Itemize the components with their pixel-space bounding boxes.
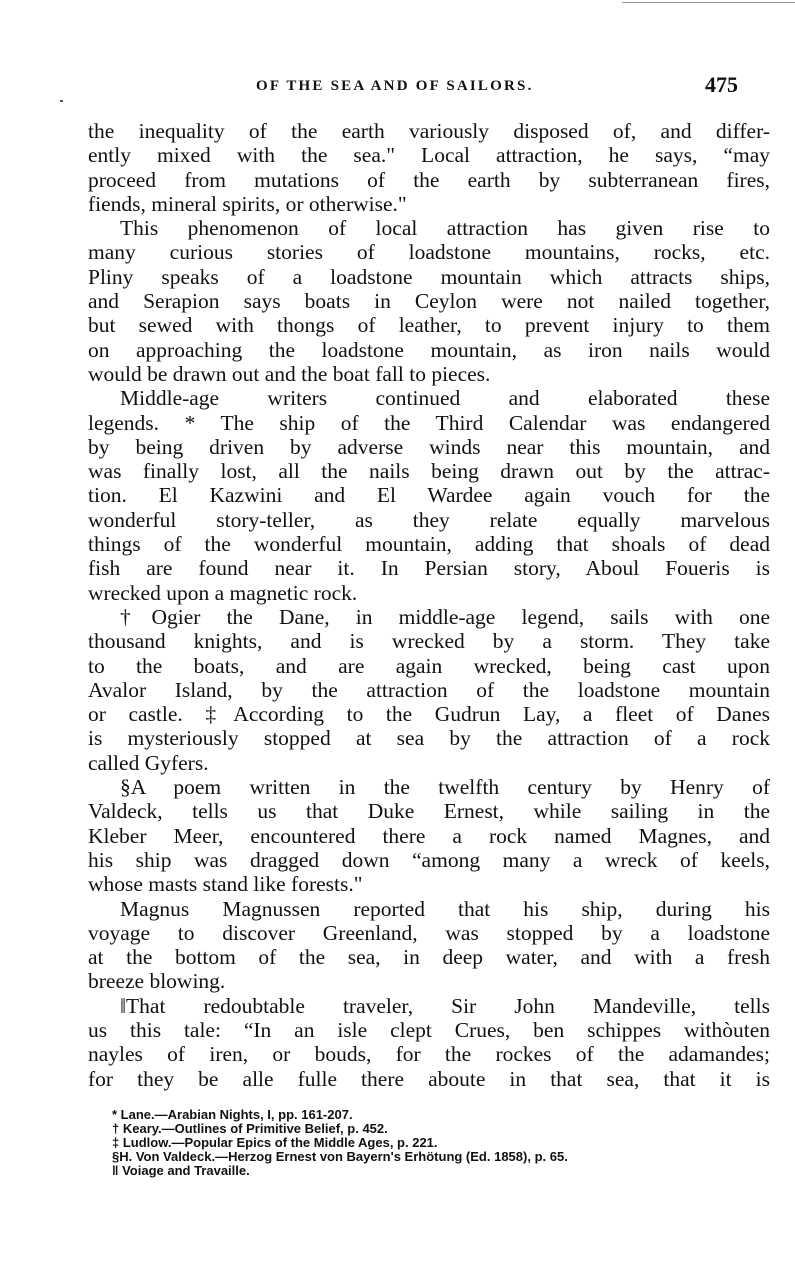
- text-line: would be drawn out and the boat fall to pieces.: [88, 361, 491, 386]
- text-line: breeze blowing.: [88, 969, 226, 994]
- footnote: ‡ Ludlow.—Popular Epics of the Middle Ages, p. 221.: [112, 1135, 438, 1150]
- text-line: This phenomenon of local attraction has given rise to: [120, 216, 770, 241]
- footnotes: [112, 1108, 568, 1178]
- text-line: ently mixed with the sea." Local attraction, he says, “may: [88, 143, 770, 168]
- text-line: to the boats, and are again wrecked, being cast upon: [88, 653, 770, 678]
- text-line: and Serapion says boats in Ceylon were not nailed together,: [88, 289, 770, 314]
- text-line: Pliny speaks of a loadstone mountain which attracts ships,: [88, 264, 770, 289]
- body-text: [88, 119, 770, 1091]
- text-line: on approaching the loadstone mountain, as iron nails would: [88, 337, 770, 362]
- running-title: OF THE SEA AND OF SAILORS.: [256, 78, 534, 94]
- footnote: §H. Von Valdeck.—Herzog Ernest von Bayern's Erhötung (Ed. 1858), p. 65.: [112, 1149, 568, 1164]
- paragraph: [88, 897, 770, 994]
- text-line: thousand knights, and is wrecked by a storm. They take: [88, 629, 770, 654]
- text-line: fiends, mineral spirits, or otherwise.": [88, 191, 407, 216]
- text-line: tion. El Kazwini and El Wardee again vouch for the: [88, 483, 770, 508]
- text-line: things of the wonderful mountain, adding that shoals of dead: [88, 532, 770, 557]
- text-line: but sewed with thongs of leather, to prevent injury to them: [88, 313, 770, 338]
- paragraph: [88, 605, 770, 775]
- text-line: called Gyfers.: [88, 750, 209, 775]
- text-line: for they be alle fulle there aboute in that sea, that it is: [88, 1066, 770, 1091]
- text-line: many curious stories of loadstone mountains, rocks, etc.: [88, 240, 770, 265]
- text-line: was finally lost, all the nails being drawn out by the attrac-: [88, 459, 770, 484]
- text-line: Valdeck, tells us that Duke Ernest, while sailing in the: [88, 799, 770, 824]
- text-line: Middle-age writers continued and elaborated these: [120, 386, 770, 411]
- text-line: fish are found near it. In Persian story, Aboul Foueris is: [88, 556, 770, 581]
- text-line: proceed from mutations of the earth by subterranean fires,: [88, 167, 770, 192]
- text-line: Kleber Meer, encountered there a rock named Magnes, and: [88, 823, 770, 848]
- text-line: by being driven by adverse winds near this mountain, and: [88, 434, 770, 459]
- text-line: Magnus Magnussen reported that his ship, during his: [120, 896, 770, 921]
- paragraph: [88, 119, 770, 216]
- page-number: 475: [705, 72, 738, 97]
- text-line: wrecked upon a magnetic rock.: [88, 580, 358, 605]
- footnote: † Keary.—Outlines of Primitive Belief, p. 452.: [112, 1121, 388, 1136]
- text-line: the inequality of the earth variously disposed of, and differ-: [88, 119, 770, 143]
- footnote: ‖ Voiage and Travaille.: [112, 1163, 250, 1178]
- text-line: at the bottom of the sea, in deep water, and with a fresh: [88, 945, 770, 970]
- footnote: * Lane.—Arabian Nights, I, pp. 161-207.: [112, 1107, 353, 1122]
- text-line: Avalor Island, by the attraction of the loadstone mountain: [88, 677, 770, 702]
- text-line: legends. * The ship of the Third Calendar was endangered: [88, 410, 770, 435]
- text-line: nayles of iren, or bouds, for the rockes of the adamandes;: [88, 1042, 770, 1067]
- text-line: his ship was dragged down “among many a wreck of keels,: [88, 847, 770, 872]
- text-line: §A poem written in the twelfth century by Henry of: [120, 775, 770, 800]
- text-line: us this tale: “In an isle clept Crues, ben schippes withòuten: [88, 1017, 770, 1042]
- text-line: is mysteriously stopped at sea by the attraction of a rock: [88, 726, 770, 751]
- text-line: whose masts stand like forests.": [88, 872, 363, 897]
- paragraph: [88, 994, 770, 1091]
- text-line: †Ogier the Dane, in middle-age legend, sails with one: [120, 604, 770, 629]
- paragraph: [88, 386, 770, 605]
- text-line: ‖That redoubtable traveler, Sir John Mandeville, tells: [120, 993, 770, 1018]
- text-line: wonderful story-teller, as they relate equally marvelous: [88, 507, 770, 532]
- paragraph: [88, 775, 770, 896]
- page-header: [0, 72, 795, 102]
- text-line: voyage to discover Greenland, was stopped by a loadstone: [88, 920, 770, 945]
- page-edge-rule: [622, 2, 795, 3]
- text-line: or castle. ‡According to the Gudrun Lay, a fleet of Danes: [88, 702, 770, 727]
- paragraph: [88, 216, 770, 386]
